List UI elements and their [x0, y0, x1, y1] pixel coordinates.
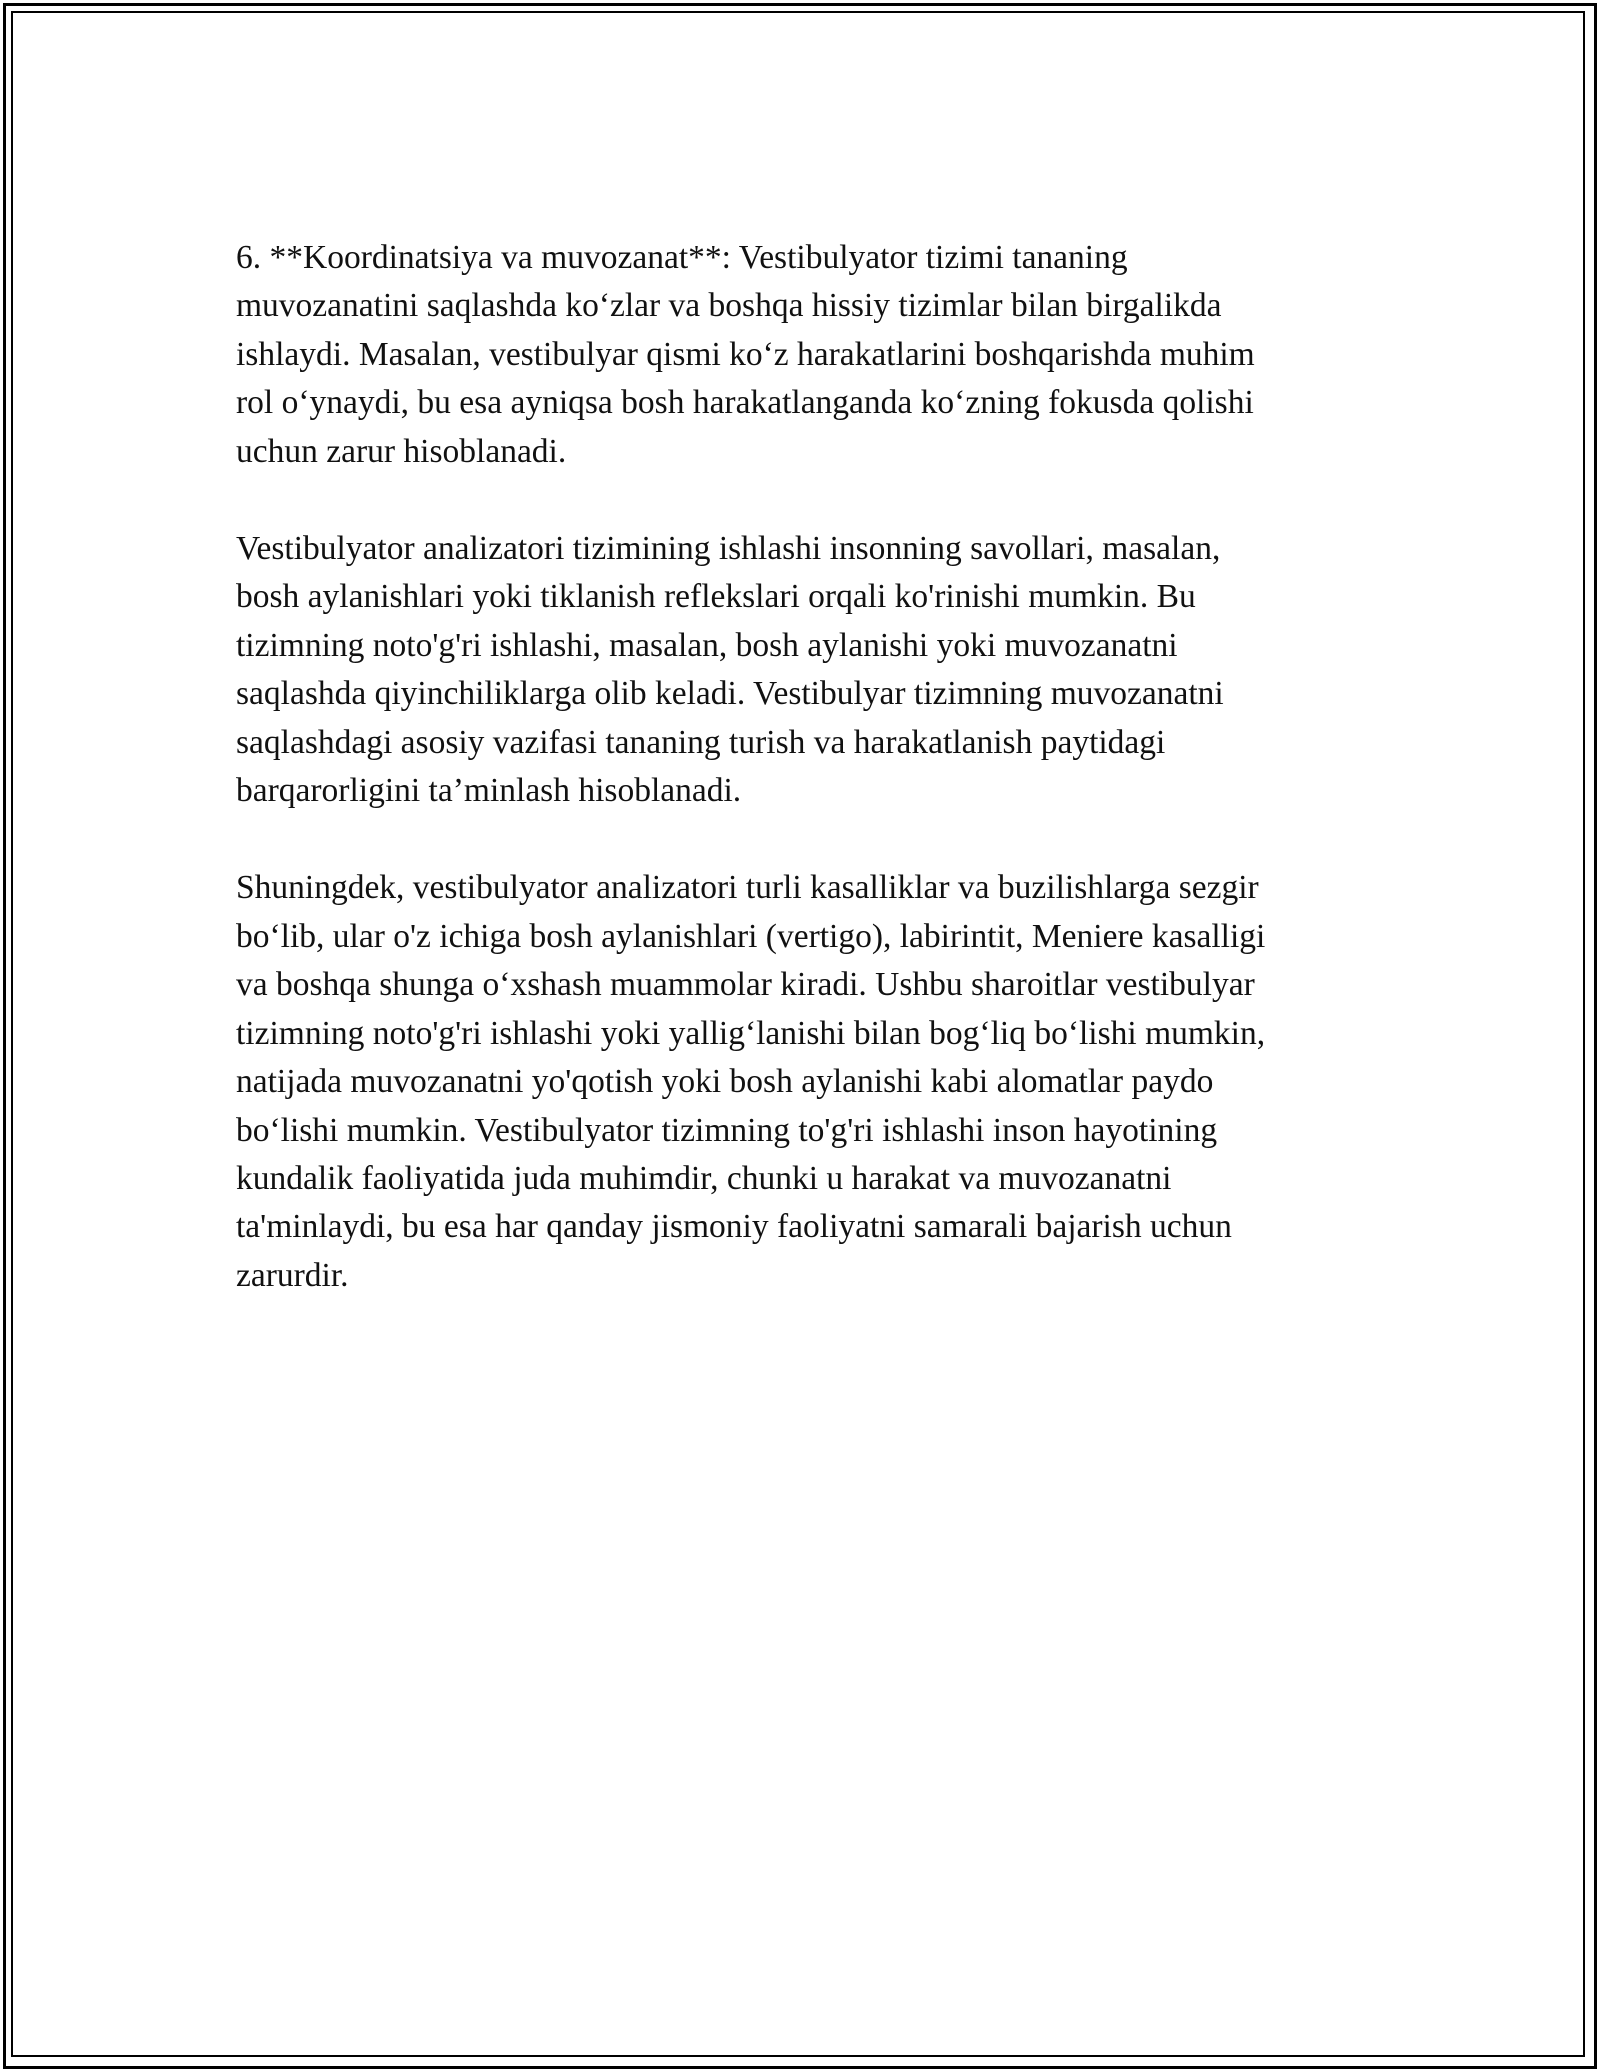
- text-line: Shuningdek, vestibulyator analizatori turli kasalliklar va buzilishlarga sezgir: [236, 869, 1259, 907]
- text-line: saqlashdagi asosiy vazifasi tananing turish va harakatlanish paytidagi: [236, 723, 1166, 761]
- text-line: va boshqa shunga o‘xshash muammolar kiradi. Ushbu sharoitlar vestibulyar: [236, 966, 1255, 1004]
- text-line: 6. **Koordinatsiya va muvozanat**: Vestibulyator tizimi tananing: [236, 239, 1128, 276]
- text-line: kundalik faoliyatida juda muhimdir, chunki u harakat va muvozanatni: [236, 1159, 1172, 1197]
- text-line: saqlashda qiyinchiliklarga olib keladi. Vestibulyar tizimning muvozanatni: [236, 675, 1224, 713]
- text-line: zarurdir.: [236, 1256, 349, 1294]
- paragraph-disorders: [236, 864, 1386, 1300]
- text-line: tizimning noto'g'ri ishlashi yoki yallig‘lanishi bilan bog‘liq bo‘lishi mumkin,: [236, 1014, 1266, 1052]
- paragraph-analyzer-function: [236, 525, 1386, 815]
- document-body: [236, 234, 1386, 1300]
- text-line: natijada muvozanatni yo'qotish yoki bosh aylanishi kabi alomatlar paydo: [236, 1063, 1214, 1101]
- text-line: bo‘lishi mumkin. Vestibulyator tizimning to'g'ri ishlashi inson hayotining: [236, 1111, 1218, 1149]
- text-line: Vestibulyator analizatori tizimining ishlashi insonning savollari, masalan,: [236, 530, 1221, 568]
- text-line: bosh aylanishlari yoki tiklanish reflekslari orqali ko'rinishi mumkin. Bu: [236, 578, 1196, 616]
- text-line: bo‘lib, ular o'z ichiga bosh aylanishlari (vertigo), labirintit, Meniere kasalligi: [236, 917, 1266, 955]
- paragraph-coordination: [236, 234, 1386, 476]
- text-line: barqarorligini ta’minlash hisoblanadi.: [236, 772, 742, 810]
- text-line: ishlaydi. Masalan, vestibulyar qismi ko‘z harakatlarini boshqarishda muhim: [236, 335, 1255, 373]
- text-line: muvozanatini saqlashda ko‘zlar va boshqa hissiy tizimlar bilan birgalikda: [236, 287, 1222, 325]
- text-line: ta'minlaydi, bu esa har qanday jismoniy faoliyatni samarali bajarish uchun: [236, 1208, 1232, 1246]
- text-line: tizimning noto'g'ri ishlashi, masalan, bosh aylanishi yoki muvozanatni: [236, 626, 1178, 664]
- text-line: uchun zarur hisoblanadi.: [236, 432, 567, 470]
- text-line: rol o‘ynaydi, bu esa ayniqsa bosh harakatlanganda ko‘zning fokusda qolishi: [236, 384, 1254, 422]
